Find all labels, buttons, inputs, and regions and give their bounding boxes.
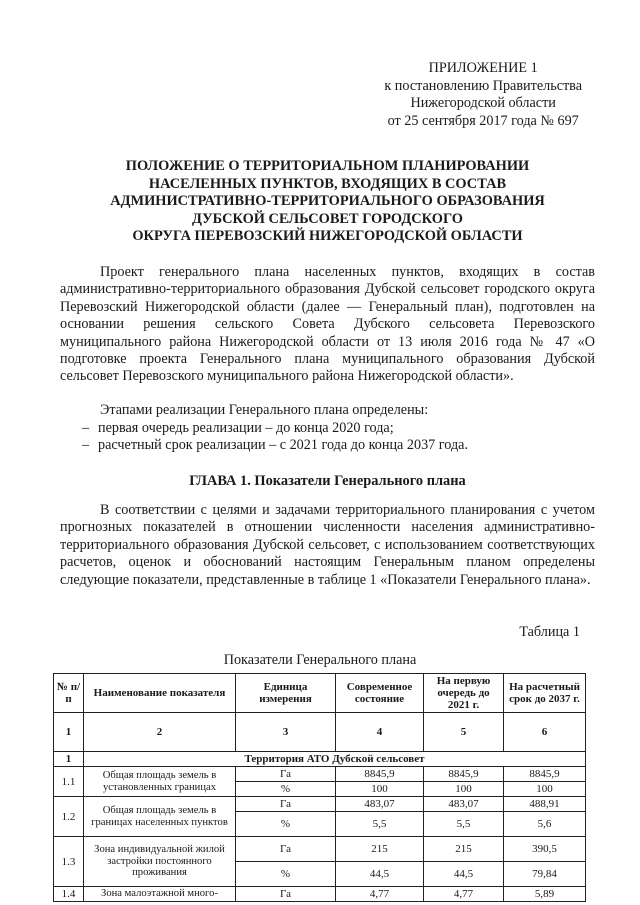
row-name: Зона малоэтажной много- [84, 887, 236, 902]
value-cell: 100 [424, 782, 504, 797]
unit-cell: % [236, 812, 336, 837]
value-cell: 8845,9 [424, 767, 504, 782]
list-item-text: расчетный срок реализации – с 2021 года до конца 2037 года. [98, 437, 469, 454]
chapter-heading: ГЛАВА 1. Показатели Генерального плана [189, 473, 466, 489]
intro-paragraph: Проект генерального плана населенных пунктов, входящих в состав административно-территориального образования Дубской сельсовет городского округа Перевозский Нижегородской области (далее — Генеральный план), подготовлен на основании решения сельского Совета Дубского сельсовета Перевозского муниципального района Нижегородской области от 13 июля 2016 года № 47 «О подготовке проекта Генерального плана муниципального образования Дубской сельсовет Перевозского муниципального района Нижегородской области». [60, 264, 595, 385]
value-cell: 483,07 [424, 797, 504, 812]
index-cell: 6 [504, 713, 586, 752]
list-item [82, 420, 468, 437]
document-title [60, 158, 595, 246]
section-number: 1 [54, 752, 84, 767]
value-cell: 215 [336, 837, 424, 862]
list-dash: – [82, 437, 90, 454]
appendix-region: Нижегородской области [410, 95, 556, 111]
stages-intro: Этапами реализации Генерального плана определены: [100, 402, 429, 418]
title-line: ОКРУГА ПЕРЕВОЗСКИЙ НИЖЕГОРОДСКОЙ ОБЛАСТИ [132, 228, 523, 245]
unit-cell: Га [236, 797, 336, 812]
header-cell: На расчетный срок до 2037 г. [504, 674, 586, 713]
value-cell: 488,91 [504, 797, 586, 812]
row-number: 1.2 [54, 797, 84, 837]
index-cell: 2 [84, 713, 236, 752]
unit-cell: Га [236, 767, 336, 782]
value-cell: 215 [424, 837, 504, 862]
table-row [54, 887, 586, 902]
value-cell: 44,5 [336, 862, 424, 887]
list-item-text: первая очередь реализации – до конца 2020 года; [98, 420, 394, 436]
list-item [82, 437, 468, 454]
row-name: Общая площадь земель в установленных границах [84, 767, 236, 797]
row-name: Зона индивидуальной жилой застройки постоянного проживания [84, 837, 236, 887]
row-name: Общая площадь земель в границах населенных пунктов [84, 797, 236, 837]
value-cell: 483,07 [336, 797, 424, 812]
section-title: Территория АТО Дубской сельсовет [84, 752, 586, 767]
table-header-row [54, 674, 586, 713]
row-number: 1.3 [54, 837, 84, 887]
stages-list [82, 420, 468, 455]
appendix-header [384, 60, 582, 130]
appendix-decree: к постановлению Правительства [384, 77, 582, 94]
title-line: АДМИНИСТРАТИВНО-ТЕРРИТОРИАЛЬНОГО ОБРАЗОВАНИЯ [110, 193, 545, 210]
value-cell: 5,5 [336, 812, 424, 837]
unit-cell: % [236, 862, 336, 887]
table-number: Таблица 1 [519, 624, 580, 640]
table-row [54, 767, 586, 782]
value-cell: 390,5 [504, 837, 586, 862]
title-line: ПОЛОЖЕНИЕ О ТЕРРИТОРИАЛЬНОМ ПЛАНИРОВАНИИ [125, 158, 530, 174]
chapter-paragraph: В соответствии с целями и задачами территориального планирования с учетом прогнозных показателей в отношении численности населения административно-территориального образования Дубской сельсовет, с использованием соответствующих расчетов, оценок и обоснований настоящим Генеральным планом определены следующие показатели, представленные в таблице 1 «Показатели Генерального плана». [60, 502, 595, 588]
value-cell: 8845,9 [504, 767, 586, 782]
value-cell: 5,6 [504, 812, 586, 837]
header-cell: № п/п [54, 674, 84, 713]
value-cell: 5,89 [504, 887, 586, 902]
section-row [54, 752, 586, 767]
value-cell: 100 [504, 782, 586, 797]
indicators-table [53, 673, 586, 902]
value-cell: 100 [336, 782, 424, 797]
table-row [54, 837, 586, 862]
header-cell: Современное состояние [336, 674, 424, 713]
row-number: 1.1 [54, 767, 84, 797]
header-cell: На первую очередь до 2021 г. [424, 674, 504, 713]
appendix-date: от 25 сентября 2017 года № 697 [387, 112, 579, 129]
header-cell: Наименование показателя [84, 674, 236, 713]
index-cell: 4 [336, 713, 424, 752]
unit-cell: Га [236, 887, 336, 902]
unit-cell: Га [236, 837, 336, 862]
value-cell: 4,77 [424, 887, 504, 902]
row-number: 1.4 [54, 887, 84, 902]
index-cell: 1 [54, 713, 84, 752]
table-caption: Показатели Генерального плана [223, 652, 417, 668]
table-row [54, 797, 586, 812]
value-cell: 44,5 [424, 862, 504, 887]
value-cell: 5,5 [424, 812, 504, 837]
appendix-label: ПРИЛОЖЕНИЕ 1 [428, 60, 538, 76]
title-line: НАСЕЛЕННЫХ ПУНКТОВ, ВХОДЯЩИХ В СОСТАВ [148, 175, 507, 192]
list-dash: – [82, 420, 90, 436]
column-index-row [54, 713, 586, 752]
index-cell: 5 [424, 713, 504, 752]
value-cell: 8845,9 [336, 767, 424, 782]
value-cell: 4,77 [336, 887, 424, 902]
value-cell: 79,84 [504, 862, 586, 887]
unit-cell: % [236, 782, 336, 797]
title-line: ДУБСКОЙ СЕЛЬСОВЕТ ГОРОДСКОГО [192, 210, 463, 227]
header-cell: Единица измерения [236, 674, 336, 713]
index-cell: 3 [236, 713, 336, 752]
